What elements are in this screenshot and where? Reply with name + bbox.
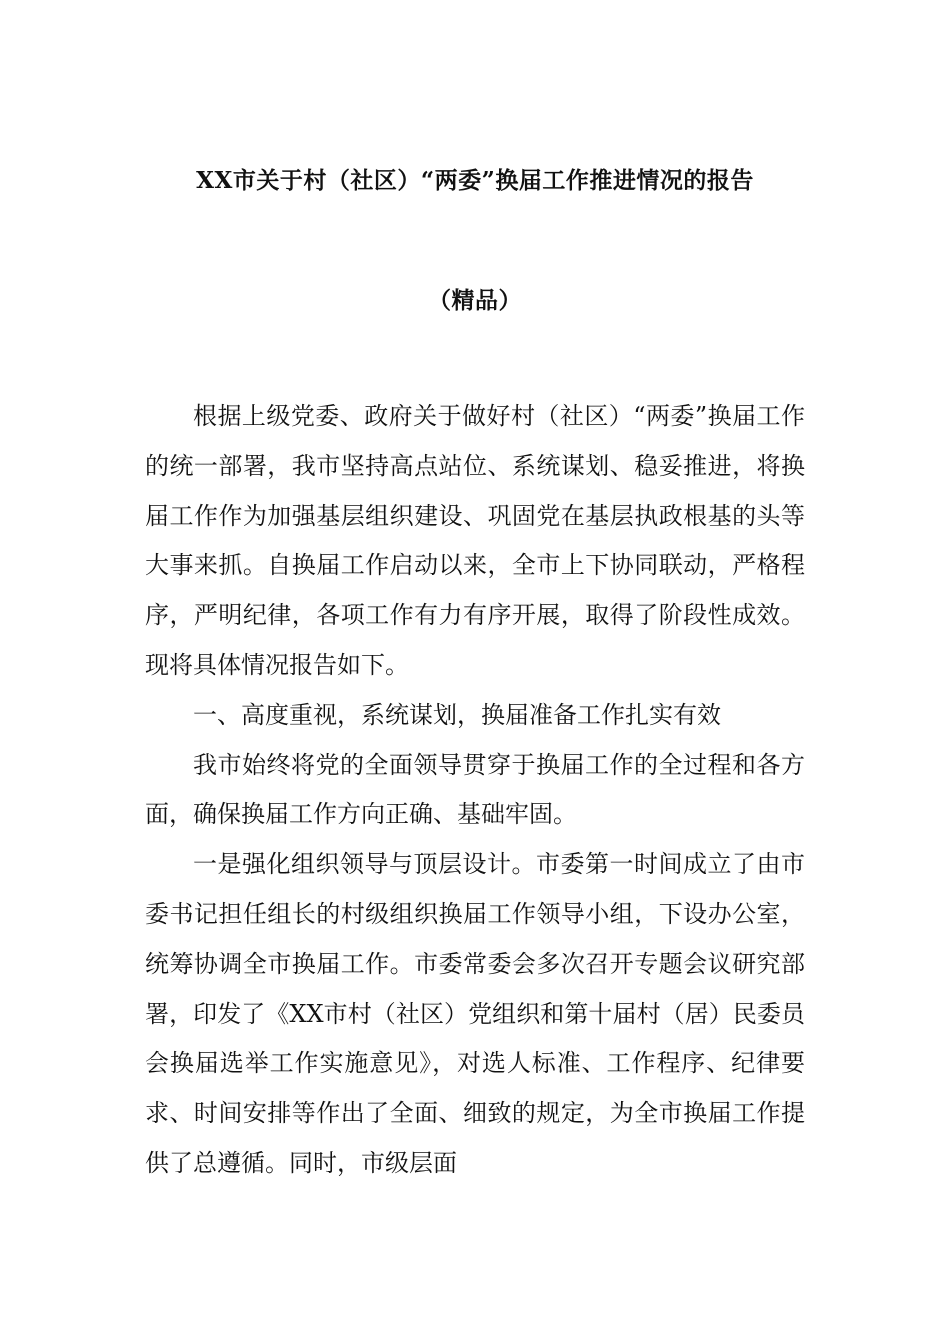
section-heading-1: 一、高度重视，系统谋划，换届准备工作扎实有效 bbox=[193, 700, 721, 729]
paragraph-intro: 根据上级党委、政府关于做好村（社区）“两委”换届工作的统一部署，我市坚持高点站位、系统谋划、稳妥推进，将换届工作作为加强基层组织建设、巩固党在基层执政根基的头等大事来抓。自换届工作启动以来，全市上下协同联动，严格程序，严明纪律，各项工作有力有序开展，取得了阶段性成效。现将具体情况报告如下。 bbox=[145, 402, 805, 679]
document-subtitle: （精品） bbox=[428, 287, 522, 314]
paragraph-section-1-point-1: 一是强化组织领导与顶层设计。市委第一时间成立了由市委书记担任组长的村级组织换届工作领导小组，下设办公室，统筹协调全市换届工作。市委常委会多次召开专题会议研究部署，印发了《XX市村（社区）党组织和第十届村（居）民委员会换届选举工作实施意见》，对选人标准、工作程序、纪律要求、时间安排等作出了全面、细致的规定，为全市换届工作提供了总遵循。同时，市级层面 bbox=[145, 850, 805, 1177]
document-title: XX市关于村（社区）“两委”换届工作推进情况的报告 bbox=[196, 167, 754, 194]
paragraph-section-1-summary: 我市始终将党的全面领导贯穿于换届工作的全过程和各方面，确保换届工作方向正确、基础牢固。 bbox=[145, 750, 805, 829]
document-body bbox=[145, 392, 805, 1189]
